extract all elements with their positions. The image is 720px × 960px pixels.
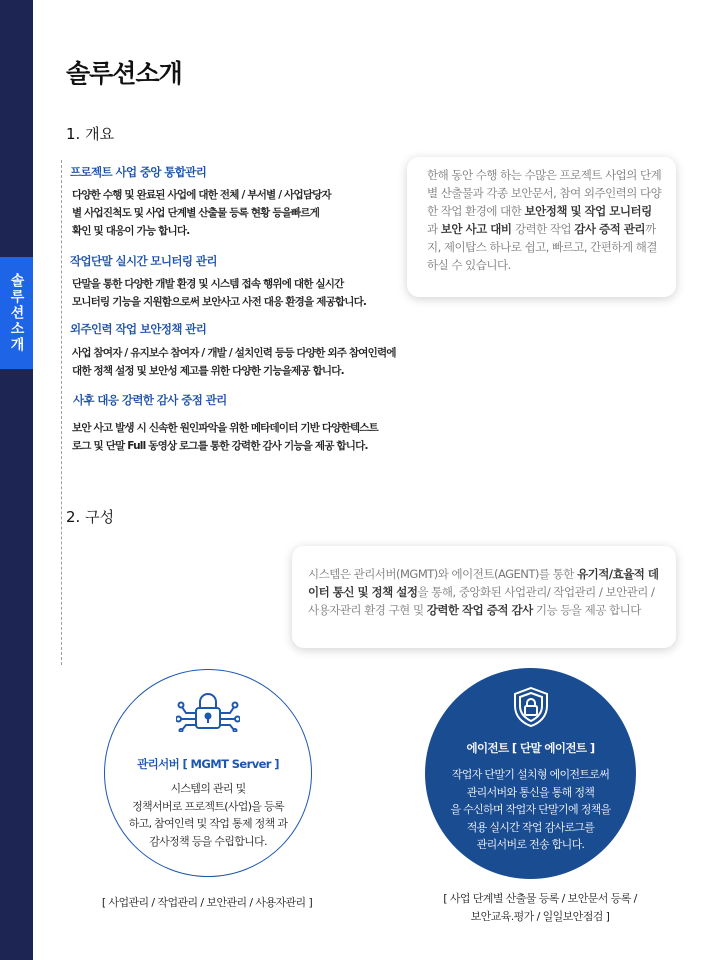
- feature-body: 사업 참여자 / 유지보수 참여자 / 개발 / 설치인력 등등 다양한 외주 참여인력에 대한 정책 설정 및 보안성 제고를 위한 다양한 기능을제공 합니다.: [72, 347, 396, 377]
- section1-title: 1. 개요: [66, 125, 115, 143]
- agent-caption-line2: 보안교육.평가 / 일일보안점검 ]: [470, 910, 610, 923]
- agent-title: 에이전트 [ 단말 에이전트 ]: [466, 741, 595, 755]
- side-bar: [0, 0, 33, 960]
- agent-caption-line1: [ 사업 단계별 산출물 등록 / 보안문서 등록 /: [443, 892, 637, 905]
- section2-title: 2. 구성: [66, 508, 115, 526]
- dashed-divider: [61, 160, 62, 665]
- page-title: 솔루션소개: [66, 59, 182, 88]
- mgmt-server-description: 시스템의 관리 및 정책서버로 프로젝트(사업)을 등록 하고, 참여인력 및 작업 통제 정책 과 감사정책 등을 수립합니다.: [128, 782, 288, 848]
- side-tab: [0, 257, 33, 369]
- shield-lock-icon: [511, 686, 551, 732]
- config-callout: 시스템은 관리서버(MGMT)와 에이전트(AGENT)를 통한 유기적/효율적 데이터 통신 및 정책 설정을 통해, 중앙화된 사업관리/ 작업관리 / 보안관리 / 사용자관리 환경 구현 및 강력한 작업 증적 감사 기능 등을 제공 합니다: [292, 546, 676, 648]
- mgmt-server-title: 관리서버 [ MGMT Server ]: [137, 757, 279, 771]
- mgmt-server-caption: [ 사업관리 / 작업관리 / 보안관리 / 사용자관리 ]: [101, 896, 313, 909]
- feature-heading: 프로젝트 사업 중앙 통합관리: [70, 165, 207, 179]
- agent-description: 작업자 단말기 설치형 에이전트로써 관리서버와 통신을 통해 정책 을 수신하며 작업자 단말기에 정책을 적용 실시간 작업 감사로그를 관리서버로 전송 합니다.: [450, 768, 611, 851]
- feature-heading: 작업단말 실시간 모니터링 관리: [70, 254, 217, 268]
- agent-circle: [425, 668, 636, 879]
- feature-body: 다양한 수행 및 완료된 사업에 대한 전체 / 부서별 / 사업담당자 별 사업진척도 및 사업 단계별 산출물 등록 현황 등을빠르게 확인 및 대응이 가능 합니다.: [72, 189, 331, 237]
- overview-callout: 한해 동안 수행 하는 수많은 프로젝트 사업의 단계별 산출물과 각종 보안문서, 참여 외주인력의 다양한 작업 환경에 대한 보안정책 및 작업 모니터링과 보안 사고 대비 강력한 작업 감사 증적 관리까지, 제이탑스 하나로 쉽고, 빠르고, 간편하게 해결하실 수 있습니다.: [407, 157, 676, 297]
- side-tab-label: 솔루션소개: [8, 273, 25, 353]
- lock-network-icon: [176, 688, 240, 736]
- feature-body: 단말을 통한 다양한 개발 환경 및 시스템 접속 행위에 대한 실시간 모니터링 기능을 지원함으로써 보안사고 사전 대응 환경을 제공합니다.: [72, 278, 367, 308]
- feature-body: 보안 사고 발생 시 신속한 원인파악을 위한 메타데이터 기반 다양한텍스트 로그 및 단말 Full 동영상 로그를 통한 강력한 감사 기능을 제공 합니다.: [72, 422, 378, 452]
- mgmt-server-circle: [104, 669, 312, 877]
- feature-heading: 사후 대응 강력한 감사 중점 관리: [73, 393, 227, 407]
- feature-heading: 외주인력 작업 보안정책 관리: [70, 322, 207, 336]
